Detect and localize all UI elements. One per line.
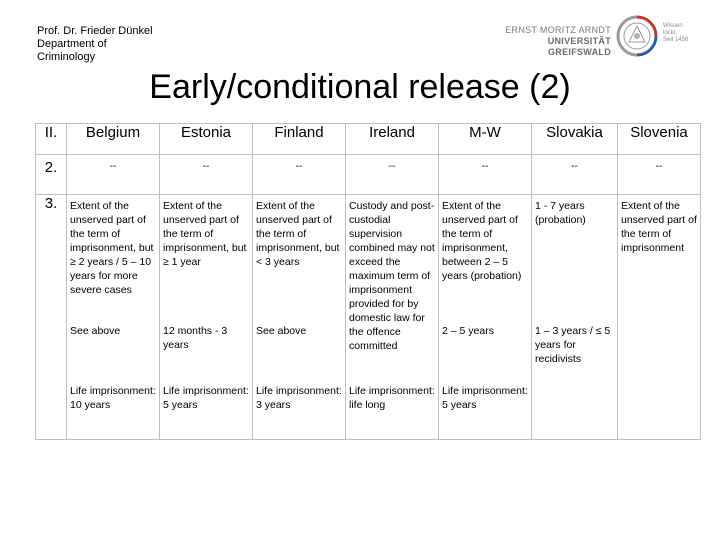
row-label: 2. <box>36 155 67 195</box>
cell-part: See above <box>70 325 121 337</box>
cell-part: Extent of the unserved part of the term of imprisonment, between 2 – 5 years (probation) <box>442 200 522 282</box>
logo-motto <box>663 23 688 44</box>
table-cell <box>160 195 253 440</box>
cell-part: Extent of the unserved part of the term of imprisonment, but ≥ 2 years / 5 – 10 years for more severe cases <box>70 200 154 296</box>
logo-line-2: UNIVERSITÄT GREIFSWALD <box>547 36 611 57</box>
table-cell <box>253 195 346 440</box>
table-cell <box>618 195 701 440</box>
cell-part: Life imprisonment: 5 years <box>442 385 528 411</box>
cell-part: Life imprisonment: 5 years <box>163 385 249 411</box>
cell-part: Extent of the unserved part of the term of imprisonment <box>621 200 697 254</box>
cell-part: Custody and post-custodial supervision combined may not exceed the maximum term of imprisonment provided for by domestic law for the offence committed <box>349 200 435 352</box>
cell-part: Extent of the unserved part of the term of imprisonment, but < 3 years <box>256 200 340 268</box>
motto-line-1: Wissen <box>663 23 683 29</box>
cell-part: 2 – 5 years <box>442 325 494 337</box>
col-header-estonia: Estonia <box>160 124 253 155</box>
motto-line-2: lockt. <box>663 30 678 36</box>
author-name: Prof. Dr. Frieder Dünkel <box>37 25 153 37</box>
header-row <box>36 124 701 155</box>
row-label: 3. <box>36 195 67 440</box>
cell-part: 1 - 7 years (probation) <box>535 200 586 226</box>
cell-part: Life imprisonment: 3 years <box>256 385 342 411</box>
table-cell <box>439 195 532 440</box>
table-cell: -- <box>346 155 439 195</box>
table-row <box>36 195 701 440</box>
table-cell: -- <box>160 155 253 195</box>
author-unit: Criminology <box>37 51 96 63</box>
col-header-belgium: Belgium <box>67 124 160 155</box>
table-cell <box>532 195 618 440</box>
cell-part: 12 months - 3 years <box>163 325 228 351</box>
table-cell: -- <box>253 155 346 195</box>
cell-part: Life imprisonment: 10 years <box>70 385 156 411</box>
author-block <box>37 25 153 64</box>
table-cell: -- <box>439 155 532 195</box>
seal-icon <box>615 14 659 58</box>
logo-line-1: ERNST MORITZ ARNDT <box>505 25 611 35</box>
col-header-finland: Finland <box>253 124 346 155</box>
col-header-mw: M-W <box>439 124 532 155</box>
col-header-slovenia: Slovenia <box>618 124 701 155</box>
release-table <box>35 123 701 440</box>
cell-part: See above <box>256 325 307 337</box>
corner-label: II. <box>36 124 67 155</box>
cell-part <box>535 384 617 439</box>
table-cell: -- <box>618 155 701 195</box>
table-cell: -- <box>532 155 618 195</box>
slide-title: Early/conditional release (2) <box>149 68 571 106</box>
table-row <box>36 155 701 195</box>
university-logo <box>495 12 690 57</box>
cell-part: Extent of the unserved part of the term of imprisonment, but ≥ 1 year <box>163 200 247 268</box>
col-header-slovakia: Slovakia <box>532 124 618 155</box>
table-cell <box>67 195 160 440</box>
col-header-ireland: Ireland <box>346 124 439 155</box>
motto-line-3: Seit 1456 <box>663 37 689 43</box>
cell-part <box>621 317 700 384</box>
cell-part <box>621 384 700 439</box>
table-cell <box>346 195 439 440</box>
table-cell: -- <box>67 155 160 195</box>
logo-wordmark <box>495 25 611 58</box>
cell-part: 1 – 3 years / ≤ 5 years for recidivists <box>535 325 611 365</box>
author-department: Department of <box>37 38 107 50</box>
cell-part: Life imprisonment: life long <box>349 385 435 411</box>
